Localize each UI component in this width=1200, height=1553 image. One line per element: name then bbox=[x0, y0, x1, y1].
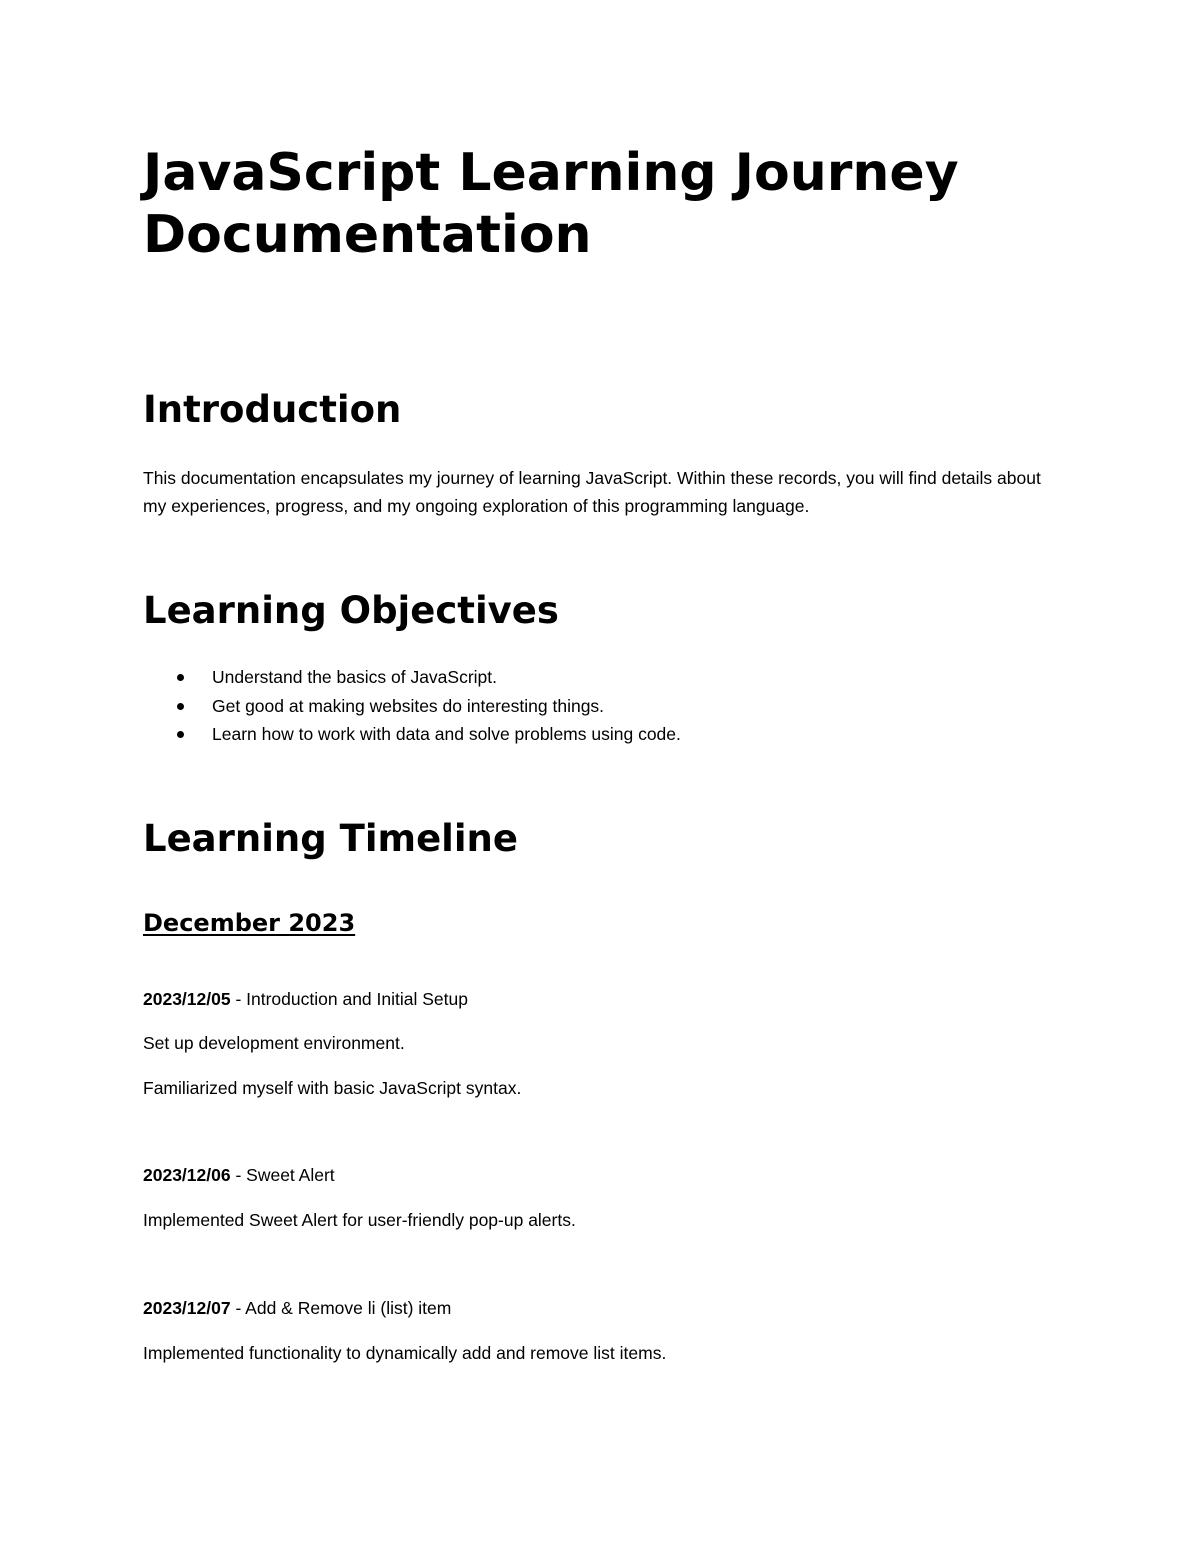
month-heading: December 2023 bbox=[143, 909, 356, 937]
bullet-icon bbox=[177, 703, 184, 710]
entry-note: Set up development environment. bbox=[143, 1033, 405, 1053]
bullet-icon bbox=[177, 731, 184, 738]
entry-heading bbox=[143, 1162, 335, 1188]
list-item bbox=[143, 692, 681, 721]
bullet-icon bbox=[177, 674, 184, 681]
list-item bbox=[143, 720, 681, 749]
objective-text: Learn how to work with data and solve problems using code. bbox=[212, 724, 681, 744]
entry-heading bbox=[143, 986, 468, 1012]
entry-title: - Sweet Alert bbox=[230, 1165, 335, 1185]
entry-date: 2023/12/07 bbox=[143, 1298, 231, 1318]
entry-note: Implemented Sweet Alert for user-friendly pop-up alerts. bbox=[143, 1210, 576, 1230]
objectives-heading: Learning Objectives bbox=[143, 589, 559, 632]
entry-date: 2023/12/05 bbox=[143, 989, 231, 1009]
list-item bbox=[143, 663, 681, 692]
objective-text: Get good at making websites do interesting things. bbox=[212, 695, 605, 716]
entry-heading bbox=[143, 1295, 451, 1321]
entry-date: 2023/12/06 bbox=[143, 1165, 231, 1185]
introduction-paragraph: This documentation encapsulates my journey of learning JavaScript. Within these records, you will find details about my experiences, progress, and my ongoing exploration of this programming language. bbox=[143, 468, 1041, 516]
objective-text: Understand the basics of JavaScript. bbox=[212, 667, 498, 687]
objectives-list bbox=[143, 663, 681, 749]
introduction-heading: Introduction bbox=[143, 388, 402, 431]
entry-note: Implemented functionality to dynamically add and remove list items. bbox=[143, 1343, 667, 1363]
document-title: JavaScript Learning Journey Documentation bbox=[143, 143, 959, 265]
entry-title: - Add & Remove li (list) item bbox=[230, 1298, 452, 1318]
entry-note: Familiarized myself with basic JavaScript syntax. bbox=[143, 1078, 522, 1098]
timeline-heading: Learning Timeline bbox=[143, 817, 518, 860]
entry-title: - Introduction and Initial Setup bbox=[230, 989, 468, 1009]
